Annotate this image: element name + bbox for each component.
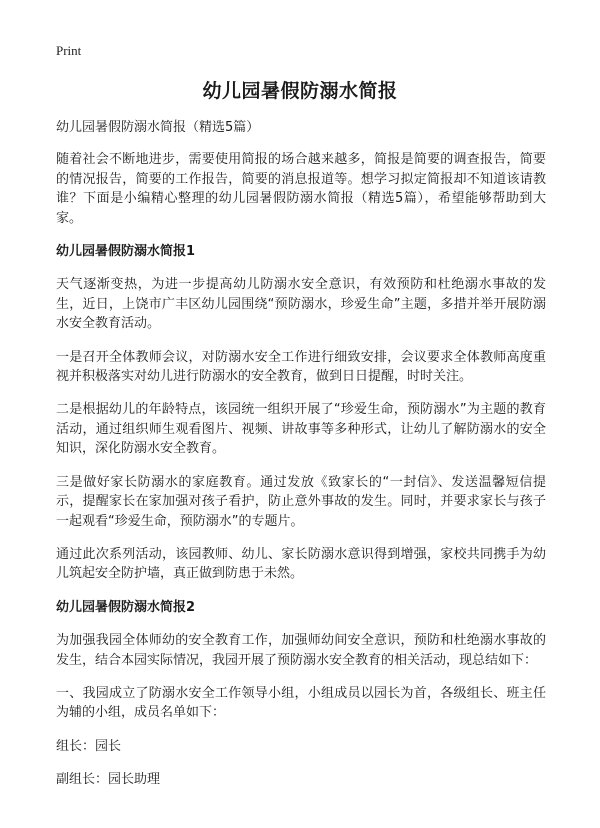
section-1-paragraph: 三是做好家长防溺水的家庭教育。通过发放《致家长的“一封信》、发送温馨短信提示，提醒家长在家加强对孩子看护，防止意外事故的发生。同时，并要求家长与孩子一起观看“珍爱生命，预防溺水”的专题片。 — [56, 474, 546, 529]
section-2-heading: 幼儿园暑假防溺水简报2 — [56, 599, 196, 615]
section-1-paragraph: 通过此次系列活动，该园教师、幼儿、家长防溺水意识得到增强，家校共同携手为幼儿筑起安全防护墙，真正做到防患于未然。 — [56, 546, 546, 582]
section-2-paragraph: 副组长：园长助理 — [56, 772, 161, 788]
document-body — [56, 118, 546, 804]
section-1-paragraph: 天气逐渐变热，为进一步提高幼儿防溺水安全意识，有效预防和杜绝溺水事故的发生，近日，上饶市广丰区幼儿园围绕“预防溺水，珍爱生命”主题，多措并举开展防溺水安全教育活动。 — [56, 277, 546, 332]
section-1-paragraph: 一是召开全体教师会议，对防溺水安全工作进行细致安排，会议要求全体教师高度重视并积极落实对幼儿进行防溺水的安全教育，做到日日提醒，时时关注。 — [56, 349, 546, 385]
section-2-paragraph: 组长：园长 — [56, 738, 122, 754]
section-1-paragraph: 二是根据幼儿的年龄特点，该园统一组织开展了“珍爱生命，预防溺水”为主题的教育活动，通过组织师生观看图片、视频、讲故事等多种形式，让幼儿了解防溺水的安全知识，深化防溺水安全教育。 — [56, 402, 546, 457]
document-subtitle: 幼儿园暑假防溺水简报（精选5篇） — [56, 120, 260, 135]
section-2-paragraph: 一、我园成立了防溺水安全工作领导小组，小组成员以园长为首，各级组长、班主任为辅的小组，成员名单如下： — [56, 685, 546, 721]
print-link[interactable]: Print — [56, 43, 82, 58]
page-title: 幼儿园暑假防溺水简报 — [202, 80, 398, 102]
section-1-heading: 幼儿园暑假防溺水简报1 — [56, 244, 196, 260]
intro-paragraph: 随着社会不断地进步，需要使用简报的场合越来越多，简报是简要的调查报告，简要的情况报告，简要的工作报告，简要的消息报道等。想学习拟定简报却不知道该请教谁？下面是小编精心整理的幼儿园暑假防溺水简报（精选5篇），希望能够帮助到大家。 — [56, 152, 546, 226]
section-2-paragraph: 为加强我园全体师幼的安全教育工作，加强师幼间安全意识，预防和杜绝溺水事故的发生，结合本园实际情况，我园开展了预防溺水安全教育的相关活动，现总结如下： — [56, 633, 546, 668]
